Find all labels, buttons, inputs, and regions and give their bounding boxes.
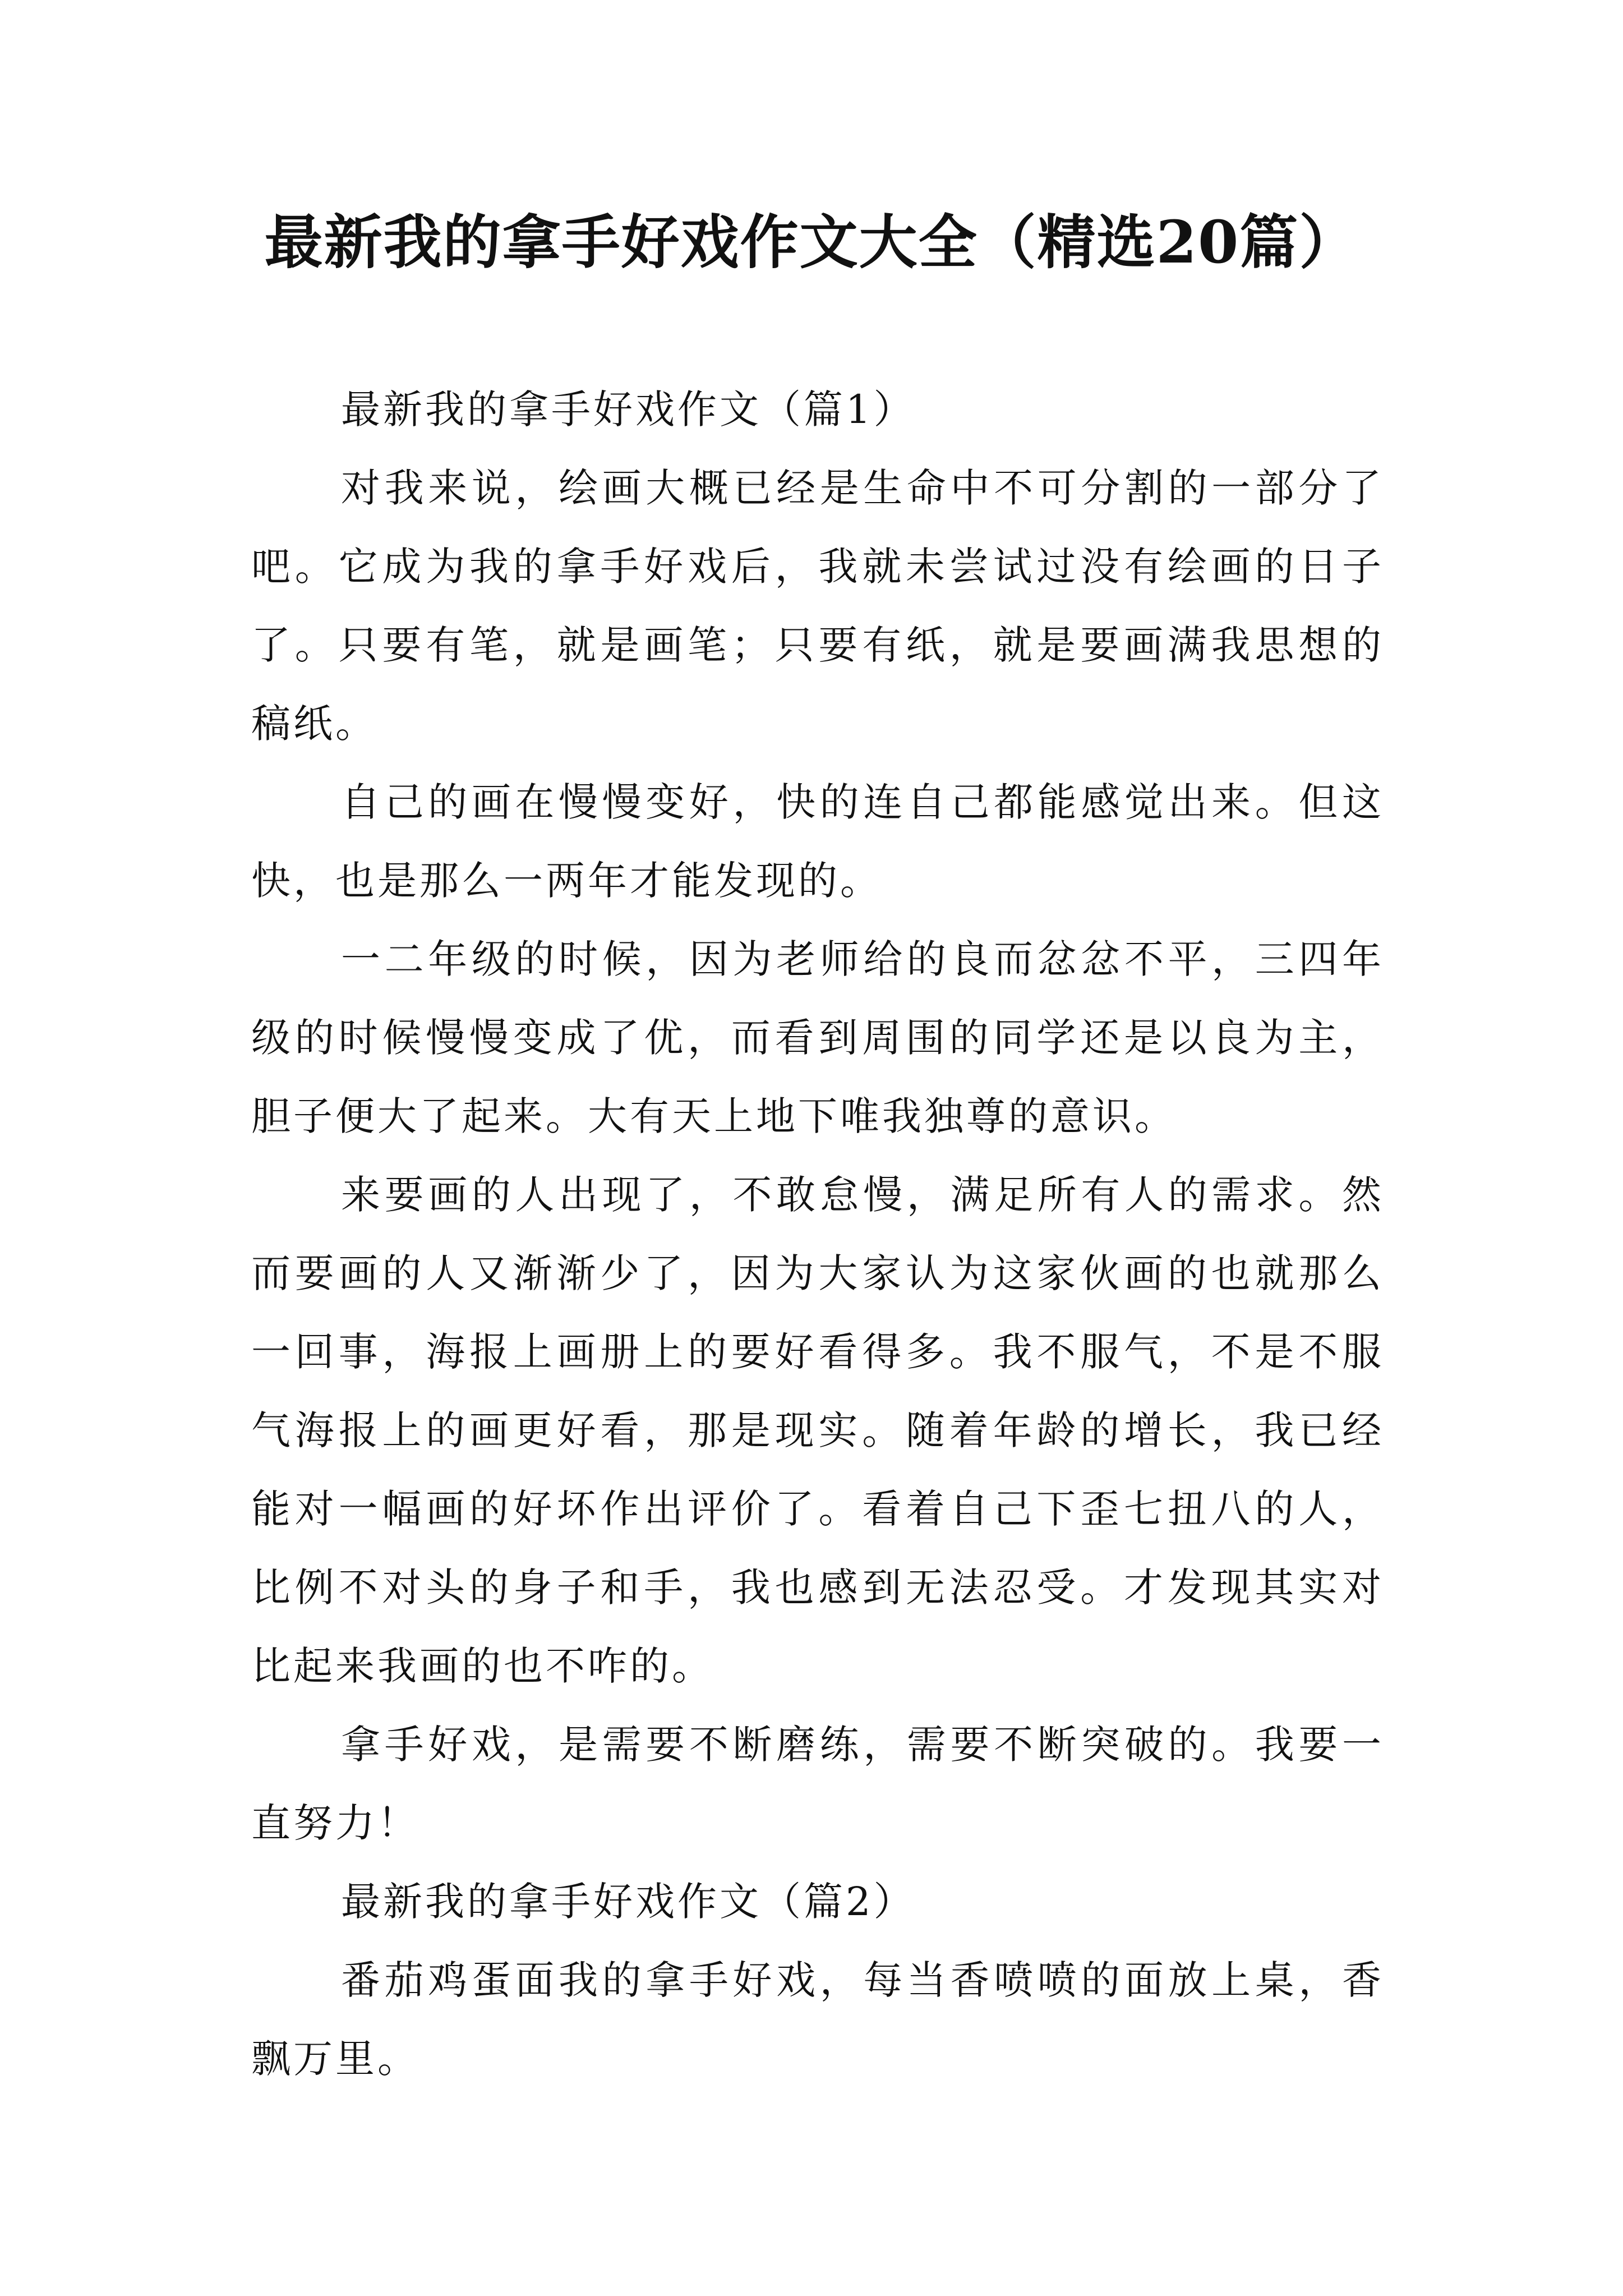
paragraph: 一二年级的时候，因为老师给的良而忿忿不平，三四年级的时候慢慢变成了优，而看到周围的同学还是以良为主，胆子便大了起来。大有天上地下唯我独尊的意识。 xyxy=(251,936,1384,1139)
paragraph: 番茄鸡蛋面我的拿手好戏，每当香喷喷的面放上桌，香飘万里。 xyxy=(251,1957,1384,2082)
section-heading: 最新我的拿手好戏作文（篇2） xyxy=(341,1879,916,1925)
paragraph: 自己的画在慢慢变好，快的连自己都能感觉出来。但这快，也是那么一两年才能发现的。 xyxy=(251,779,1384,904)
section-heading: 最新我的拿手好戏作文（篇1） xyxy=(341,386,916,432)
paragraph: 拿手好戏，是需要不断磨练，需要不断突破的。我要一直努力！ xyxy=(251,1722,1384,1846)
paragraph: 对我来说，绘画大概已经是生命中不可分割的一部分了吧。它成为我的拿手好戏后，我就未尝试过没有绘画的日子了。只要有笔，就是画笔；只要有纸，就是要画满我思想的稿纸。 xyxy=(251,465,1384,747)
paragraph: 来要画的人出现了，不敢怠慢，满足所有人的需求。然而要画的人又渐渐少了，因为大家认为这家伙画的也就那么一回事，海报上画册上的要好看得多。我不服气，不是不服气海报上的画更好看，那是现实。随着年龄的增长，我已经能对一幅画的好坏作出评价了。看着自己下歪七扭八的人，比例不对头的身子和手，我也感到无法忍受。才发现其实对比起来我画的也不咋的。 xyxy=(251,1172,1384,1689)
document-body xyxy=(251,370,1384,2098)
document-title: 最新我的拿手好戏作文大全（精选20篇） xyxy=(264,208,1359,277)
